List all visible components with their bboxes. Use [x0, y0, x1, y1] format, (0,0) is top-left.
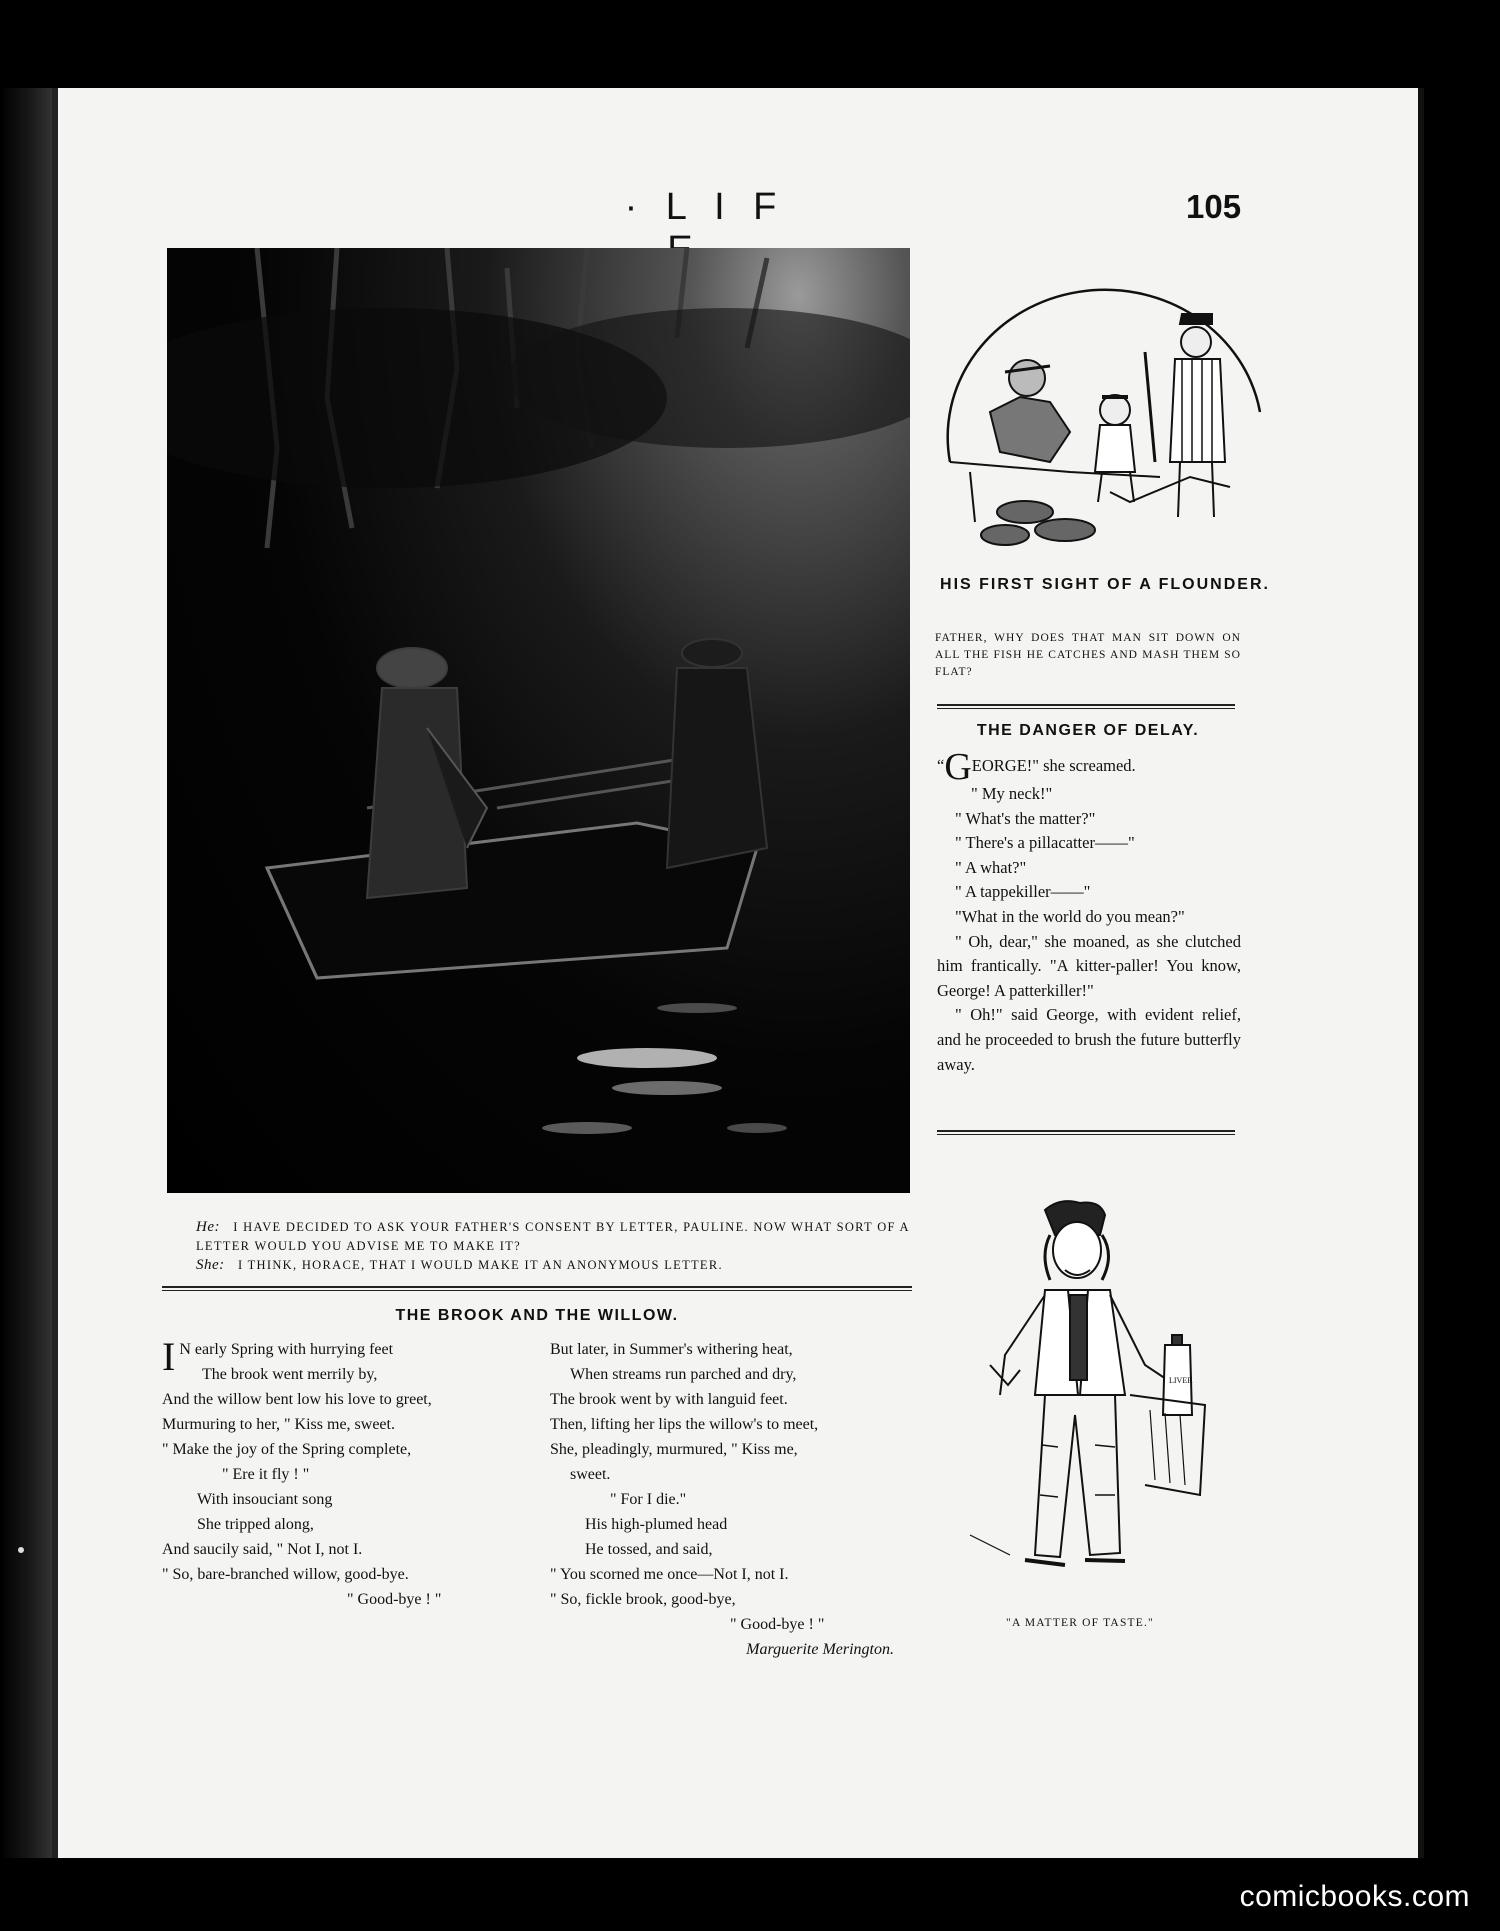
drop-cap: I — [162, 1334, 176, 1379]
poem-line: " Ere it fly ! " — [222, 1466, 310, 1483]
caption-she: She: I THINK, HORACE, THAT I WOULD MAKE IT AN ANONYMOUS LETTER. — [196, 1257, 723, 1273]
svg-text:LIVER: LIVER — [1169, 1376, 1193, 1385]
poem-line: The brook went merrily by, — [202, 1366, 378, 1383]
story-paragraph: "What in the world do you mean?" — [955, 906, 1185, 926]
story-paragraph: " A tappekiller——" — [955, 882, 1091, 902]
poem-line: And the willow bent low his love to greet, — [162, 1391, 432, 1408]
page-gutter — [0, 88, 52, 1858]
taste-caption: "A MATTER OF TASTE." — [1006, 1617, 1154, 1629]
moonlight-reflections — [542, 1003, 787, 1134]
story-paragraph: “GEORGE!" she screamed. — [937, 746, 1136, 788]
danger-title: THE DANGER OF DELAY. — [976, 722, 1200, 739]
matter-of-taste-cartoon — [950, 1195, 1210, 1590]
poem-line: His high-plumed head — [585, 1516, 728, 1533]
matter-of-taste-svg — [950, 1195, 1210, 1590]
flounder-cartoon-svg — [930, 262, 1280, 567]
flounder-caption: FATHER, WHY DOES THAT MAN SIT DOWN ON ALL THE FISH HE CATCHES AND MASH THEM SO FLAT? — [935, 632, 1241, 678]
poem-line: I N early Spring with hurrying feet — [162, 1334, 394, 1379]
poem-column-left — [162, 1334, 532, 1612]
page-edge — [1418, 88, 1424, 1858]
story-paragraph: " A what?" — [955, 857, 1027, 877]
figure-man — [667, 639, 767, 868]
story-paragraph: " My neck!" — [971, 784, 1053, 803]
poem-line: When streams run parched and dry, — [570, 1366, 797, 1383]
poem-line: sweet. — [570, 1466, 611, 1483]
poem-line: " Good-bye ! " — [347, 1591, 442, 1608]
poem-author: Marguerite Merington. — [746, 1641, 894, 1658]
story-paragraph: " Oh!" said George, with evident relief, and he proceeded to brush the future butterfly away. — [937, 1005, 1241, 1074]
night-boating-illustration — [167, 248, 910, 1193]
story-paragraph: " Oh, dear," she moaned, as she clutched him frantically. "A kitter-paller! You know, George! A patterkiller!" — [937, 931, 1241, 1000]
danger-story — [937, 746, 1241, 1077]
poem-line: " So, fickle brook, good-bye, — [550, 1591, 736, 1608]
poem-column-right — [550, 1337, 912, 1662]
poem-line: " You scorned me once—Not I, not I. — [550, 1566, 789, 1583]
scan-speck — [18, 1547, 24, 1553]
section-rule — [937, 704, 1235, 709]
section-rule — [162, 1286, 912, 1291]
story-paragraph: " There's a pillacatter——" — [955, 833, 1135, 853]
illustration-caption — [162, 1218, 912, 1275]
caption-he: He: I HAVE DECIDED TO ASK YOUR FATHER'S CONSENT BY LETTER, PAULINE. NOW WHAT SORT OF A LETTER WOULD YOU ADVISE ME TO MAKE IT? — [196, 1219, 910, 1253]
poem-line: And saucily said, " Not I, not I. — [162, 1541, 363, 1558]
site-watermark: comicbooks.com — [1239, 1880, 1470, 1913]
poem-line: Murmuring to her, " Kiss me, sweet. — [162, 1416, 395, 1433]
poem-line: But later, in Summer's withering heat, — [550, 1341, 793, 1358]
poem-line: She, pleadingly, murmured, " Kiss me, — [550, 1441, 798, 1458]
poem-title: THE BROOK AND THE WILLOW. — [395, 1307, 679, 1324]
poem-line: " So, bare-branched willow, good-bye. — [162, 1566, 409, 1583]
poem-line: She tripped along, — [197, 1516, 314, 1533]
poem-line: Then, lifting her lips the willow's to meet, — [550, 1416, 819, 1433]
story-paragraph: " What's the matter?" — [955, 808, 1096, 828]
masthead: · L I F — [624, 186, 786, 228]
poem-line: " Good-bye ! " — [730, 1616, 825, 1633]
poem-line: " For I die." — [610, 1491, 687, 1508]
section-rule — [937, 1130, 1235, 1135]
flounder-title: HIS FIRST SIGHT OF A FLOUNDER. — [940, 576, 1270, 593]
poem-line: The brook went by with languid feet. — [550, 1391, 788, 1408]
poem-line: He tossed, and said, — [585, 1541, 713, 1558]
night-scene-svg — [167, 248, 910, 1193]
drop-cap: G — [944, 746, 972, 788]
page-number: 105 — [1186, 188, 1242, 225]
poem-line: With insouciant song — [197, 1491, 333, 1508]
poem-line: " Make the joy of the Spring complete, — [162, 1441, 412, 1458]
flounder-cartoon — [930, 262, 1280, 567]
